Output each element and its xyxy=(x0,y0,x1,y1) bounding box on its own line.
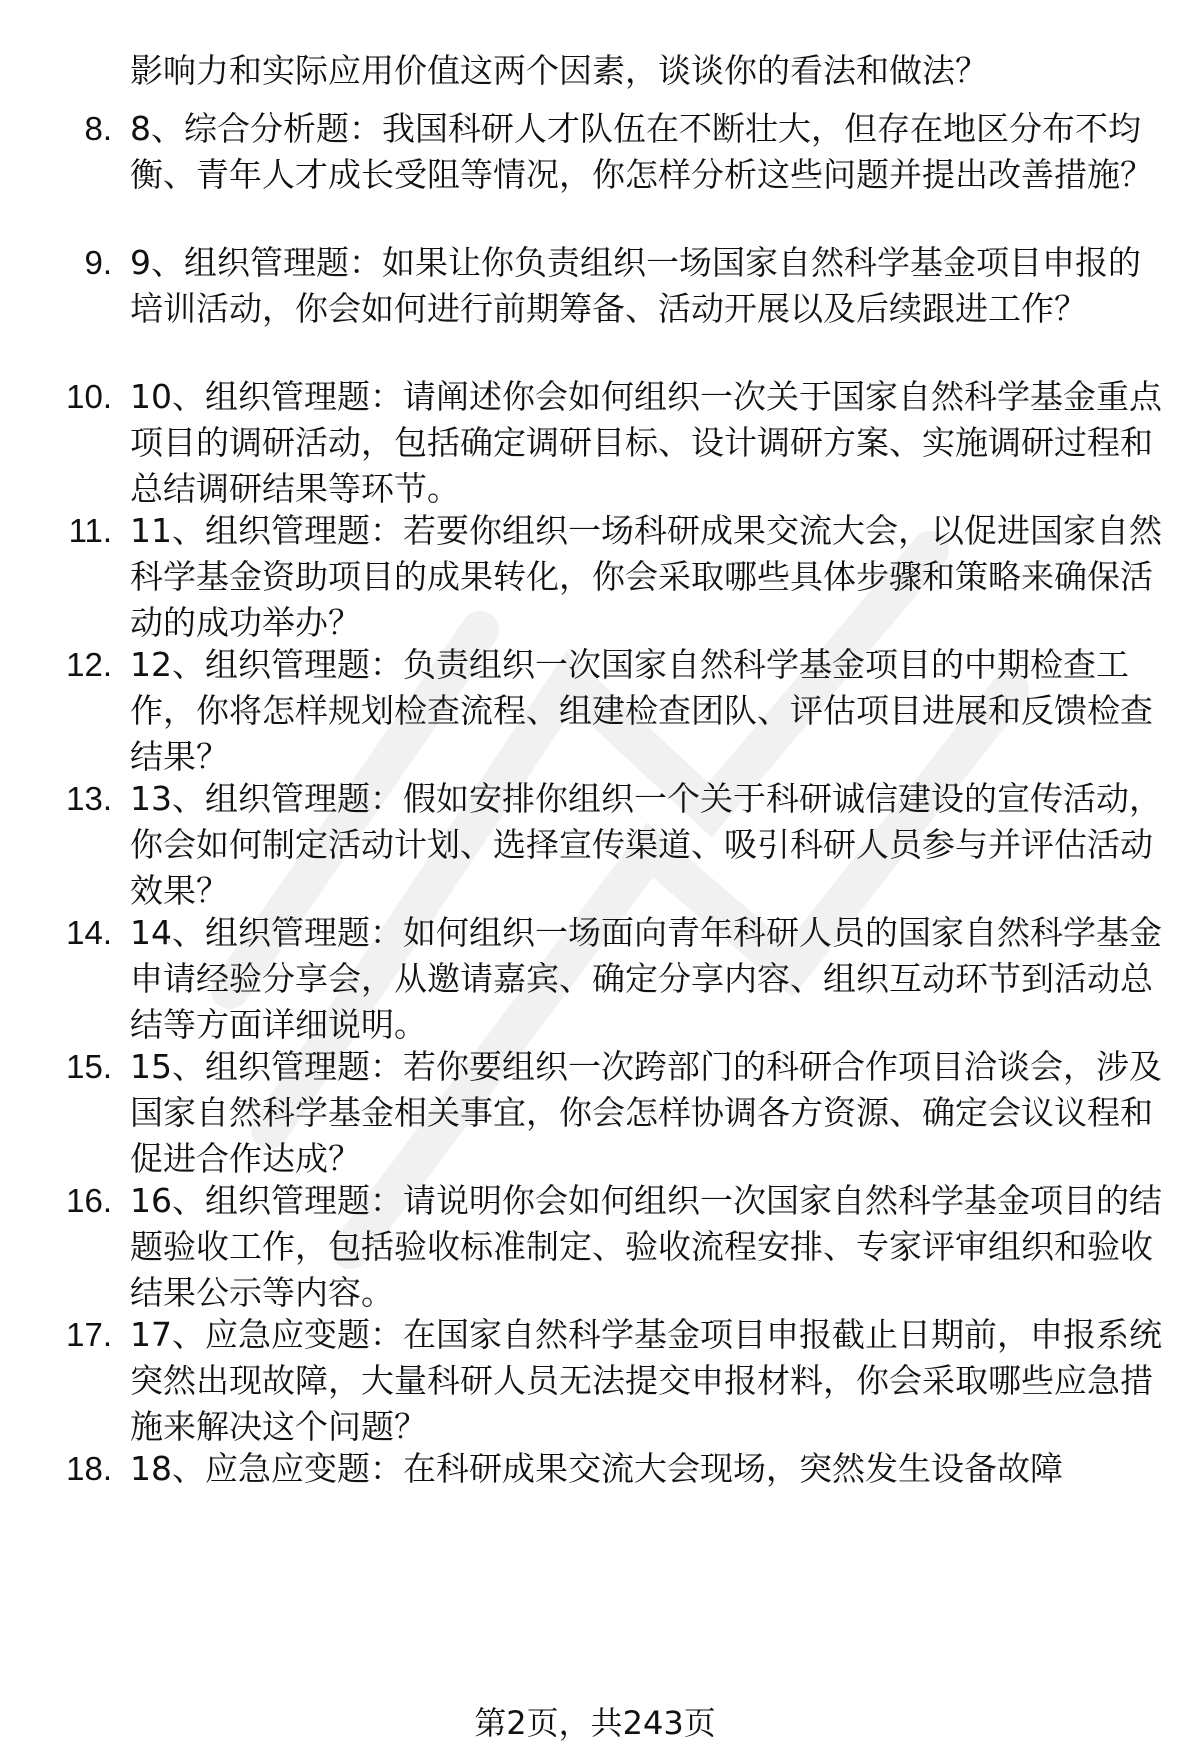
continuation-line: 影响力和实际应用价值这两个因素，谈谈你的看法和做法？ xyxy=(130,51,988,90)
item-number: 10. xyxy=(66,378,112,415)
item-text: 10、组织管理题：请阐述你会如何组织一次关于国家自然科学基金重点项目的调研活动，包括确定调研目标、设计调研方案、实施调研过程和总结调研结果等环节。 xyxy=(130,377,1162,508)
item-text: 9、组织管理题：如果让你负责组织一场国家自然科学基金项目申报的培训活动，你会如何进行前期筹备、活动开展以及后续跟进工作？ xyxy=(130,243,1141,328)
page-footer: 第2页，共243页 xyxy=(474,1704,716,1742)
item-text: 16、组织管理题：请说明你会如何组织一次国家自然科学基金项目的结题验收工作，包括验收标准制定、验收流程安排、专家评审组织和验收结果公示等内容。 xyxy=(130,1181,1162,1312)
item-number: 14. xyxy=(66,914,112,951)
item-number: 18. xyxy=(66,1450,112,1487)
item-text: 14、组织管理题：如何组织一场面向青年科研人员的国家自然科学基金申请经验分享会，从邀请嘉宾、确定分享内容、组织互动环节到活动总结等方面详细说明。 xyxy=(130,913,1162,1044)
item-number: 13. xyxy=(66,780,112,817)
item-text: 8、综合分析题：我国科研人才队伍在不断壮大，但存在地区分布不均衡、青年人才成长受阻等情况，你怎样分析这些问题并提出改善措施？ xyxy=(130,109,1153,194)
item-number: 15. xyxy=(66,1048,112,1085)
item-text: 17、应急应变题：在国家自然科学基金项目申报截止日期前，申报系统突然出现故障，大量科研人员无法提交申报材料，你会采取哪些应急措施来解决这个问题？ xyxy=(130,1315,1162,1446)
item-number: 16. xyxy=(66,1182,112,1219)
item-text: 18、应急应变题：在科研成果交流大会现场，突然发生设备故障 xyxy=(130,1449,1063,1488)
item-text: 11、组织管理题：若要你组织一场科研成果交流大会，以促进国家自然科学基金资助项目的成果转化，你会采取哪些具体步骤和策略来确保活动的成功举办？ xyxy=(130,511,1162,642)
item-number: 9. xyxy=(84,244,112,281)
item-number: 11. xyxy=(68,512,112,549)
item-text: 12、组织管理题：负责组织一次国家自然科学基金项目的中期检查工作，你将怎样规划检查流程、组建检查团队、评估项目进展和反馈检查结果？ xyxy=(130,645,1153,776)
item-number: 8. xyxy=(84,110,112,147)
item-number: 17. xyxy=(66,1316,112,1353)
item-text: 15、组织管理题：若你要组织一次跨部门的科研合作项目洽谈会，涉及国家自然科学基金相关事宜，你会怎样协调各方资源、确定会议议程和促进合作达成？ xyxy=(130,1047,1162,1178)
item-number: 12. xyxy=(66,646,112,683)
item-text: 13、组织管理题：假如安排你组织一个关于科研诚信建设的宣传活动，你会如何制定活动计划、选择宣传渠道、吸引科研人员参与并评估活动效果？ xyxy=(130,779,1162,910)
